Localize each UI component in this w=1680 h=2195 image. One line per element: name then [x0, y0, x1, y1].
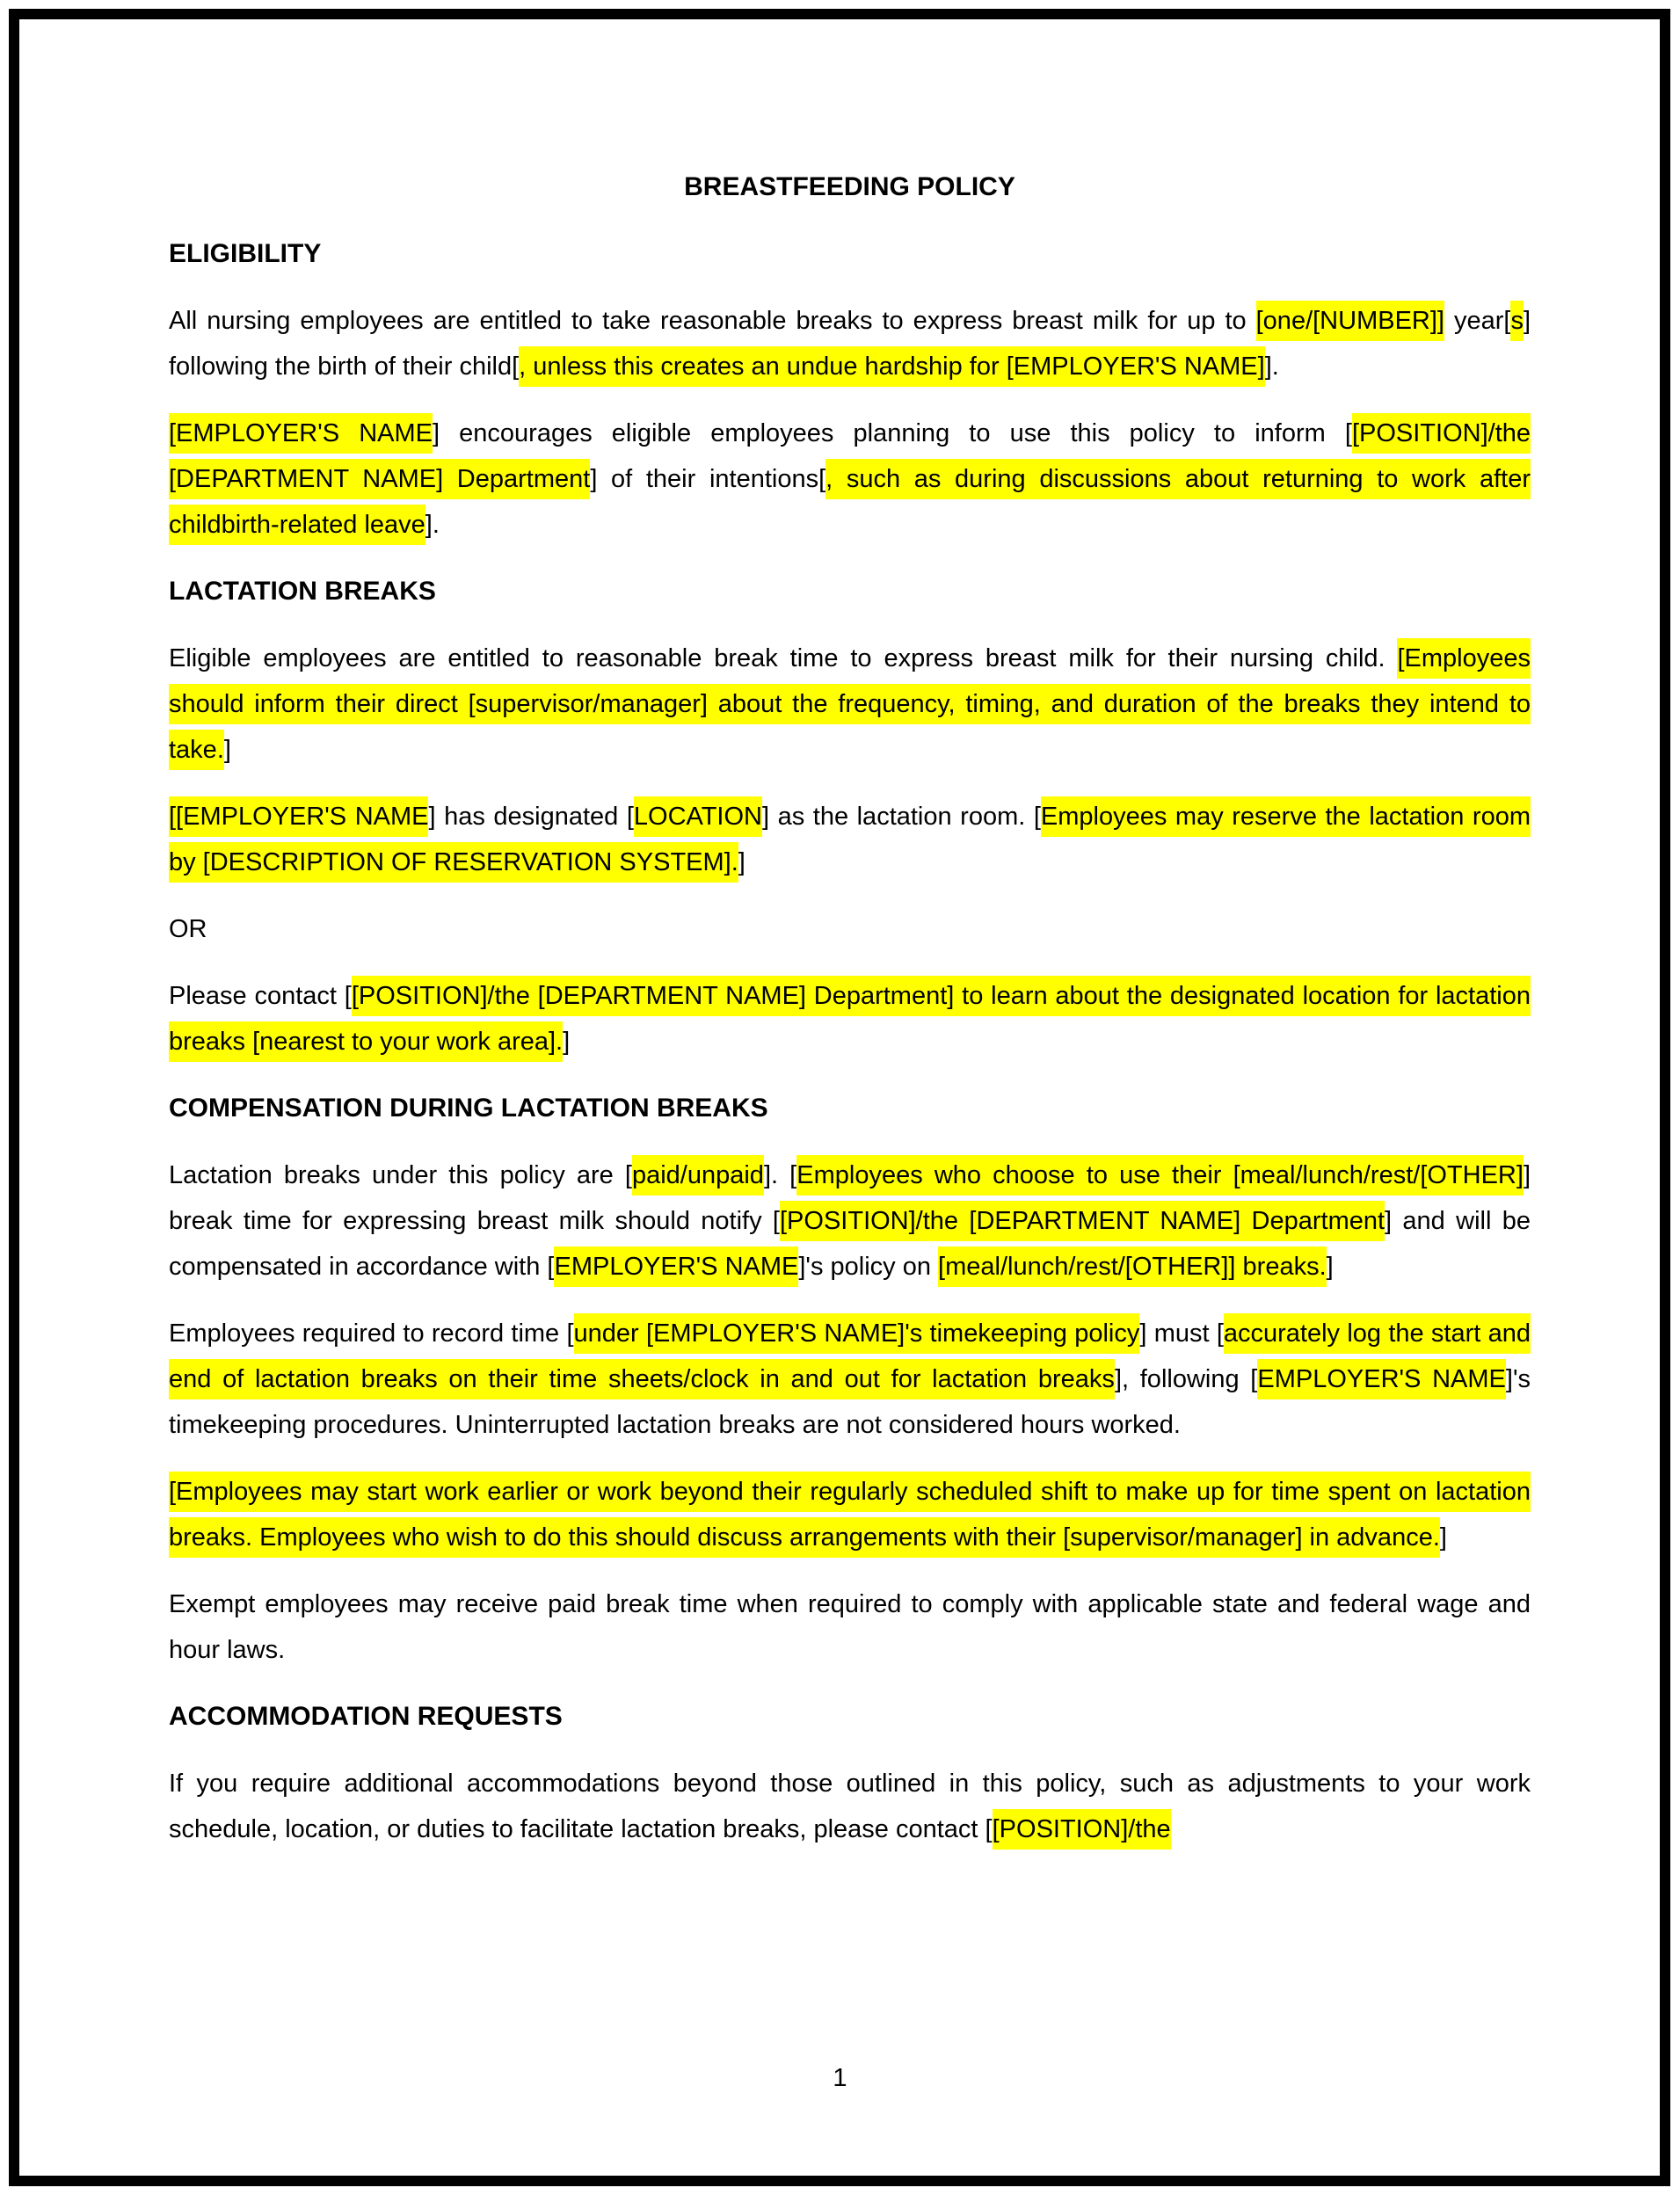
text-run: ] of their intentions[	[590, 465, 826, 493]
text-run: ]	[563, 1028, 571, 1056]
highlighted-text: [one/[NUMBER]]	[1256, 301, 1444, 341]
highlighted-text: [POSITION]/the	[993, 1809, 1171, 1850]
text-run: Lactation breaks under this policy are [	[169, 1161, 632, 1189]
highlighted-text: [POSITION]/the [DEPARTMENT NAME] Department	[780, 1201, 1385, 1241]
text-run: ] and will be compensated in accordance with [	[169, 1207, 1531, 1281]
highlighted-text: accurately log the start and end of lactation breaks on their time sheets/clock in and out for lactation breaks	[169, 1313, 1531, 1399]
highlighted-text: paid/unpaid	[632, 1155, 764, 1196]
paragraph	[169, 1469, 1531, 1560]
text-run: ]	[1439, 1523, 1447, 1552]
text-run: OR	[169, 915, 207, 943]
paragraph	[169, 636, 1531, 773]
text-run: ] following the birth of their child[	[169, 307, 1531, 381]
page-number: 1	[833, 2064, 847, 2092]
text-run: ] break time for expressing breast milk should notify [	[169, 1161, 1531, 1235]
text-run: ] encourages eligible employees planning to use this policy to inform [	[432, 419, 1352, 447]
highlighted-text: [Employees should inform their direct [supervisor/manager] about the frequency, timing, and duration of the breaks they intend to take.	[169, 638, 1531, 770]
highlighted-text: [[EMPLOYER'S NAME	[169, 796, 428, 837]
highlighted-text: Employees may reserve the lactation room by [DESCRIPTION OF RESERVATION SYSTEM].	[169, 796, 1531, 883]
paragraph	[169, 411, 1531, 548]
highlighted-text: Employees who choose to use their [meal/lunch/rest/[OTHER]	[796, 1155, 1524, 1196]
text-run: Employees required to record time [	[169, 1319, 574, 1348]
text-run: ACCOMMODATION REQUESTS	[169, 1702, 563, 1731]
section-heading	[169, 231, 1531, 277]
highlighted-text: EMPLOYER'S NAME	[554, 1246, 798, 1287]
text-run: ]'s policy on	[798, 1253, 939, 1281]
document-body	[169, 164, 1531, 1873]
text-run: ]	[738, 848, 745, 876]
highlighted-text: , unless this creates an undue hardship for [EMPLOYER'S NAME]	[519, 346, 1265, 387]
text-run: ]	[223, 736, 231, 764]
text-run: LACTATION BREAKS	[169, 577, 436, 606]
paragraph	[169, 298, 1531, 389]
text-run: ]'s timekeeping procedures. Uninterrupted lactation breaks are not considered hours worked.	[169, 1365, 1531, 1439]
text-run: If you require additional accommodations beyond those outlined in this policy, such as adjustments to your work schedule, location, or duties to facilitate lactation breaks, please contact [	[169, 1770, 1531, 1843]
text-run: year[	[1444, 307, 1511, 335]
text-run: COMPENSATION DURING LACTATION BREAKS	[169, 1094, 768, 1123]
paragraph	[169, 1581, 1531, 1673]
paragraph	[169, 973, 1531, 1065]
paragraph	[169, 794, 1531, 885]
text-run: ].	[1264, 353, 1279, 381]
highlighted-text: s	[1510, 301, 1524, 341]
highlighted-text: under [EMPLOYER'S NAME]'s timekeeping policy	[574, 1313, 1140, 1354]
document-blocks	[169, 231, 1531, 1852]
section-heading	[169, 569, 1531, 614]
highlighted-text: EMPLOYER'S NAME	[1257, 1359, 1506, 1399]
paragraph	[169, 1152, 1531, 1290]
document-title: BREASTFEEDING POLICY	[684, 172, 1015, 201]
highlighted-text: [meal/lunch/rest/[OTHER]] breaks.	[938, 1246, 1327, 1287]
highlighted-text: [POSITION]/the [DEPARTMENT NAME] Department	[169, 413, 1531, 499]
paragraph	[169, 906, 1531, 952]
text-run: ].	[425, 511, 440, 539]
text-run: ] must [	[1139, 1319, 1224, 1348]
text-run: Eligible employees are entitled to reasonable break time to express breast milk for their nursing child.	[169, 644, 1398, 672]
text-run: Exempt employees may receive paid break time when required to comply with applicable state and federal wage and hour laws.	[169, 1590, 1531, 1664]
section-heading	[169, 1694, 1531, 1740]
highlighted-text: [Employees may start work earlier or work beyond their regularly scheduled shift to make up for time spent on lactation breaks. Employees who wish to do this should discuss arrangements with their [supervisor/manager] in advance.	[169, 1472, 1531, 1558]
text-run: ], following [	[1114, 1365, 1258, 1393]
highlighted-text: [POSITION]/the [DEPARTMENT NAME] Department] to learn about the designated location for lactation breaks [nearest to your work area].	[169, 976, 1531, 1062]
highlighted-text: , such as during discussions about returning to work after childbirth-related leave	[169, 459, 1531, 545]
text-run: Please contact [	[169, 982, 352, 1010]
text-run: ] has designated [	[428, 803, 634, 831]
highlighted-text: [EMPLOYER'S NAME	[169, 413, 433, 454]
text-run: ] as the lactation room. [	[761, 803, 1041, 831]
text-run: ]	[1326, 1253, 1334, 1281]
text-run: ]. [	[763, 1161, 797, 1189]
paragraph	[169, 1311, 1531, 1448]
paragraph	[169, 1761, 1531, 1852]
section-heading	[169, 1086, 1531, 1131]
text-run: All nursing employees are entitled to take reasonable breaks to express breast milk for up to	[169, 307, 1256, 335]
highlighted-text: LOCATION	[634, 796, 762, 837]
text-run: ELIGIBILITY	[169, 239, 322, 268]
